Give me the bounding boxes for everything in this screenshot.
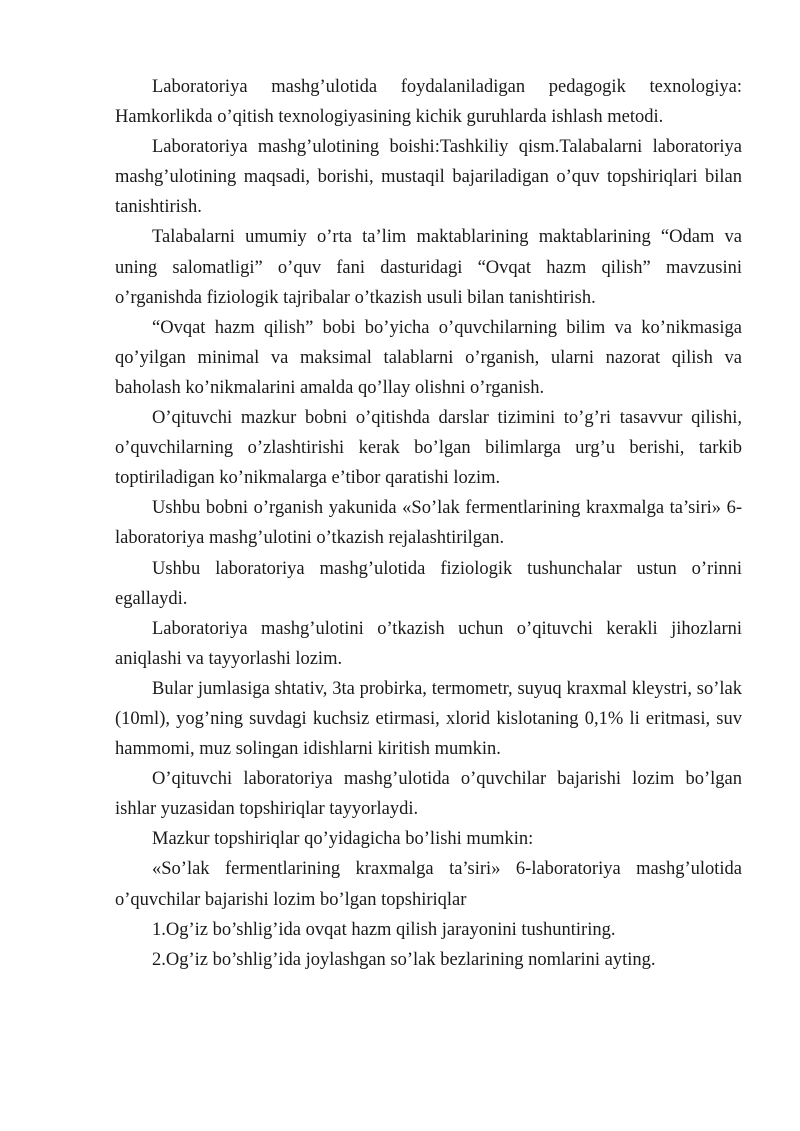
- paragraph-9: Bular jumlasiga shtativ, 3ta probirka, termometr, suyuq kraxmal kleystri, so’lak (10ml), yog’ning suvdagi kuchsiz etirmasi, xlorid kislotaning 0,1% li eritmasi, suv hammomi, muz solingan idishlarni kiritish mumkin.: [115, 678, 742, 760]
- paragraph-6: Ushbu bobni o’rganish yakunida «So’lak fermentlarining kraxmalga ta’siri» 6-laboratoriya mashg’ulotini o’tkazish rejalashtirilgan.: [115, 498, 742, 549]
- paragraph-10: O’qituvchi laboratoriya mashg’ulotida o’quvchilar bajarishi lozim bo’lgan ishlar yuzasidan topshiriqlar tayyorlaydi.: [115, 769, 742, 820]
- document-page: [115, 72, 742, 975]
- paragraph-12: «So’lak fermentlarining kraxmalga ta’siri» 6-laboratoriya mashg’ulotida o’quvchilar bajarishi lozim bo’lgan topshiriqlar: [115, 859, 742, 910]
- paragraph-11: Mazkur topshiriqlar qo’yidagicha bo’lishi mumkin:: [152, 829, 534, 850]
- paragraph-2: Laboratoriya mashg’ulotining boishi:Tashkiliy qism.Talabalarni laboratoriya mashg’ulotining maqsadi, borishi, mustaqil bajariladigan o’quv topshiriqlari bilan tanishtirish.: [115, 137, 742, 218]
- paragraph-8: Laboratoriya mashg’ulotini o’tkazish uchun o’qituvchi kerakli jihozlarni aniqlashi va tayyorlashi lozim.: [115, 618, 742, 669]
- paragraph-1: Laboratoriya mashg’ulotida foydalaniladigan pedagogik texnologiya: Hamkorlikda o’qitish texnologiyasining kichik guruhlarda ishlash metodi.: [115, 77, 742, 128]
- paragraph-4: “Ovqat hazm qilish” bobi bo’yicha o’quvchilarning bilim va ko’nikmasiga qo’yilgan minimal va maksimal talablarni o’rganish, ularni nazorat qilish va baholash ko’nikmalarini amalda qo’llay olishni o’rganish.: [115, 317, 742, 398]
- paragraph-5: O’qituvchi mazkur bobni o’qitishda darslar tizimini to’g’ri tasavvur qilishi, o’quvchilarning o’zlashtirishi kerak bo’lgan bilimlarga urg’u berishi, tarkib toptiriladigan ko’nikmalarga e’tibor qaratishi lozim.: [115, 408, 742, 489]
- paragraph-7: Ushbu laboratoriya mashg’ulotida fiziologik tushunchalar ustun o’rinni egallaydi.: [115, 558, 742, 609]
- paragraph-3: Talabalarni umumiy o’rta ta’lim maktablarining maktablarining “Odam va uning salomatligi” o’quv fani dasturidagi “Ovqat hazm qilish” mavzusini o’rganishda fiziologik tajribalar o’tkazish usuli bilan tanishtirish.: [115, 227, 742, 308]
- task-item-1: 1.Og’iz bo’shlig’ida ovqat hazm qilish jarayonini tushuntiring.: [152, 919, 616, 940]
- task-item-2: 2.Og’iz bo’shlig’ida joylashgan so’lak bezlarining nomlarini ayting.: [152, 949, 656, 970]
